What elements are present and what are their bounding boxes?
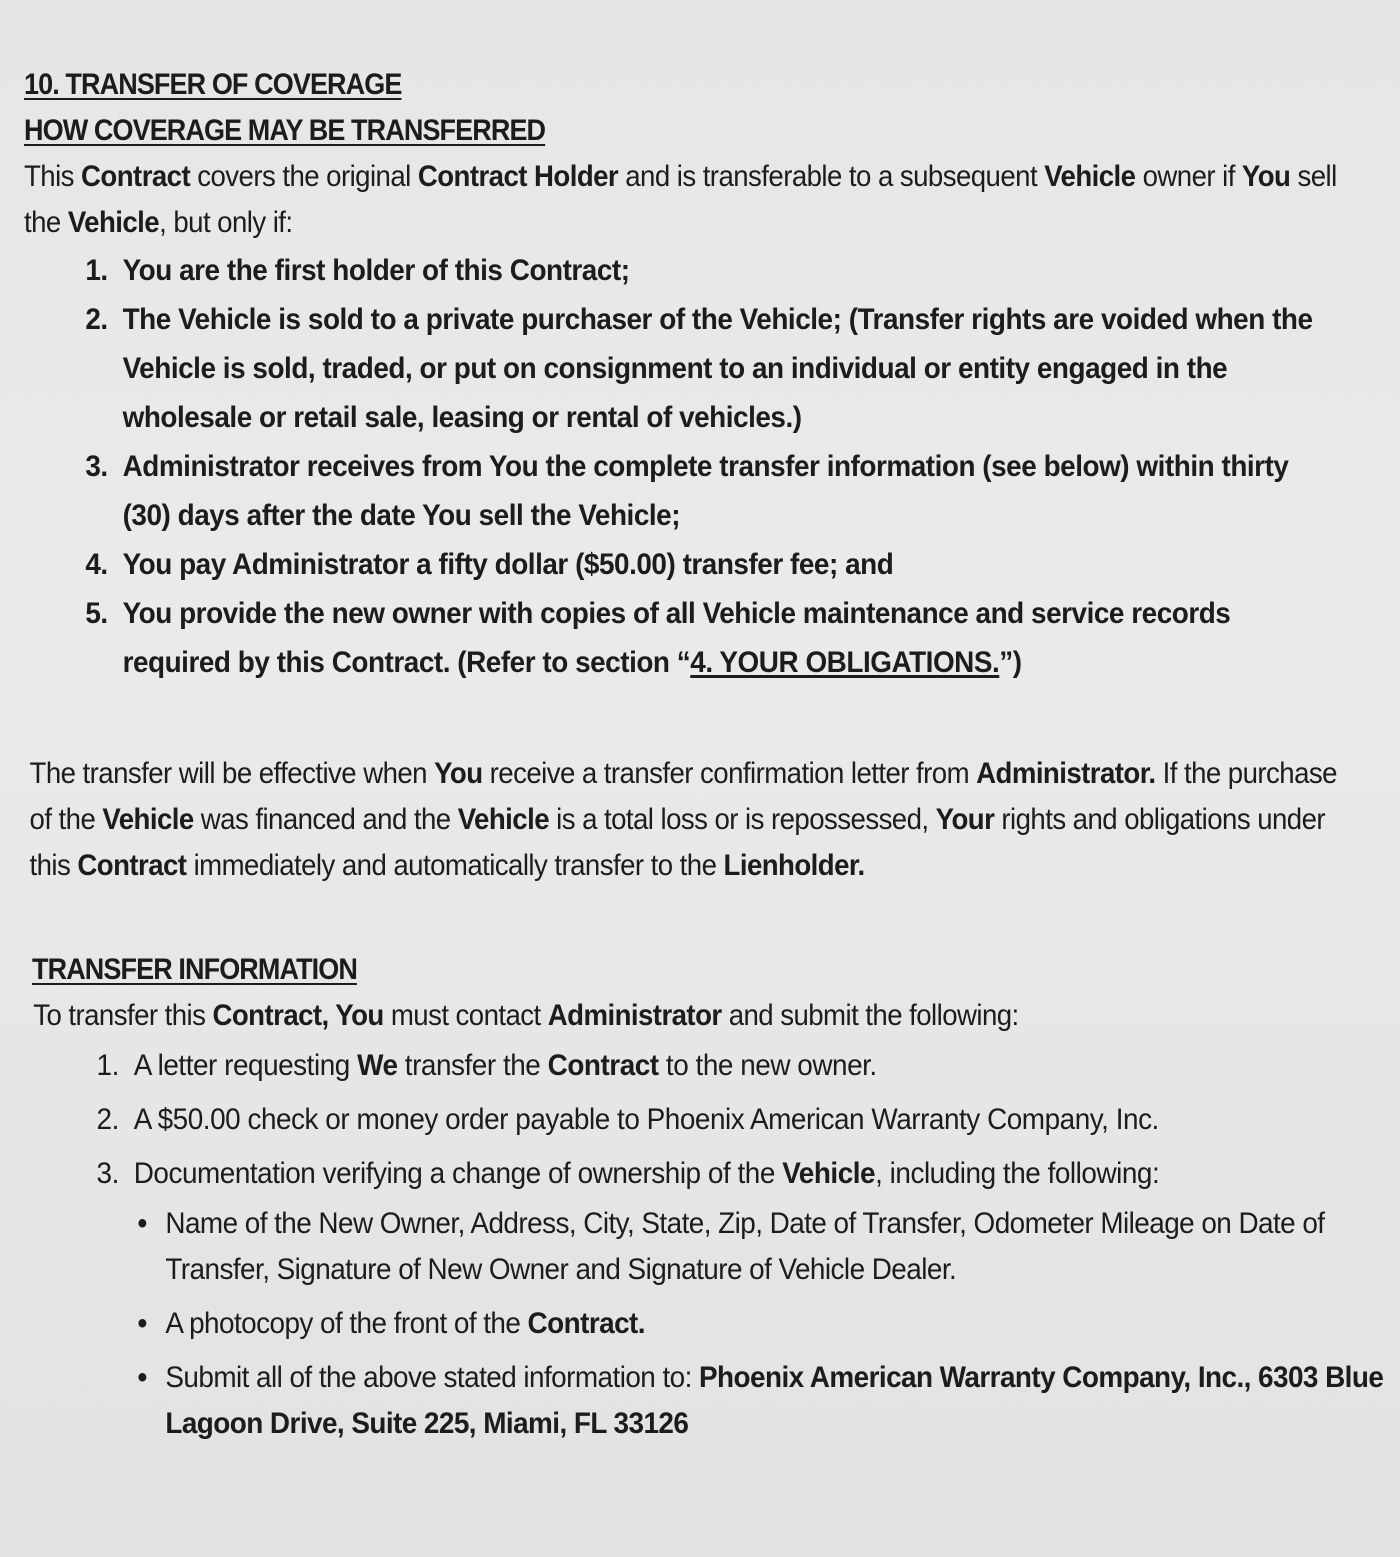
list-item: 1. A letter requesting We transfer the Contract to the new owner. bbox=[96, 1049, 877, 1082]
transfer-conditions-list bbox=[24, 246, 1370, 687]
list-item: • A photocopy of the front of the Contract. bbox=[24, 1301, 1400, 1347]
section-reference-link: 4. YOUR OBLIGATIONS. bbox=[690, 646, 1000, 679]
list-item: 5. You provide the new owner with copies of all Vehicle maintenance and service records required by this Contract. (Refer to section “4. YOUR OBLIGATIONS.”) bbox=[85, 597, 1231, 679]
list-item: • Name of the New Owner, Address, City, State, Zip, Date of Transfer, Odometer Mileage on Date of Transfer, Signature of New Owner and Signature of Vehicle Dealer. bbox=[24, 1201, 1400, 1293]
list-item: 3. Documentation verifying a change of ownership of the Vehicle, including the following: bbox=[96, 1157, 1160, 1190]
list-item: 3. Administrator receives from You the complete transfer information (see below) within thirty (30) days after the date You sell the Vehicle; bbox=[85, 450, 1289, 532]
bullet-icon: • bbox=[137, 1361, 147, 1394]
transfer-steps-list bbox=[24, 1039, 1370, 1201]
coverage-intro: This Contract covers the original Contract Holder and is transferable to a subsequent Vehicle owner if You sell the Vehicle, but only if: bbox=[24, 160, 1337, 239]
transfer-info-title: TRANSFER INFORMATION bbox=[32, 953, 357, 986]
bullet-icon: • bbox=[137, 1207, 147, 1240]
section-title: 10. TRANSFER OF COVERAGE bbox=[24, 68, 402, 101]
section-subtitle: HOW COVERAGE MAY BE TRANSFERRED bbox=[24, 114, 546, 147]
transfer-info-intro: To transfer this Contract, You must contact Administrator and submit the following: bbox=[33, 999, 1019, 1032]
list-item: 2. The Vehicle is sold to a private purchaser of the Vehicle; (Transfer rights are voided when the Vehicle is sold, traded, or put on consignment to an individual or entity engaged in the wholesale or retail sale, leasing or rental of vehicles.) bbox=[85, 303, 1313, 434]
list-item: 1. You are the first holder of this Contract; bbox=[85, 254, 630, 287]
list-item: 4. You pay Administrator a fifty dollar ($50.00) transfer fee; and bbox=[85, 548, 894, 581]
documentation-bullets bbox=[24, 1201, 1384, 1447]
bullet-icon: • bbox=[137, 1307, 147, 1340]
list-item: 2. A $50.00 check or money order payable to Phoenix American Warranty Company, Inc. bbox=[96, 1103, 1159, 1136]
list-item: • Submit all of the above stated information to: Phoenix American Warranty Company, Inc., 6303 Blue Lagoon Drive, Suite 225, Miami, FL 33126 bbox=[24, 1355, 1400, 1447]
effective-paragraph: The transfer will be effective when You receive a transfer confirmation letter from Administrator. If the purchase of the Vehicle was financed and the Vehicle is a total loss or is repossessed, Your rights and obligations under this Contract immediately and automatically transfer to the Lienholder. bbox=[29, 757, 1337, 882]
